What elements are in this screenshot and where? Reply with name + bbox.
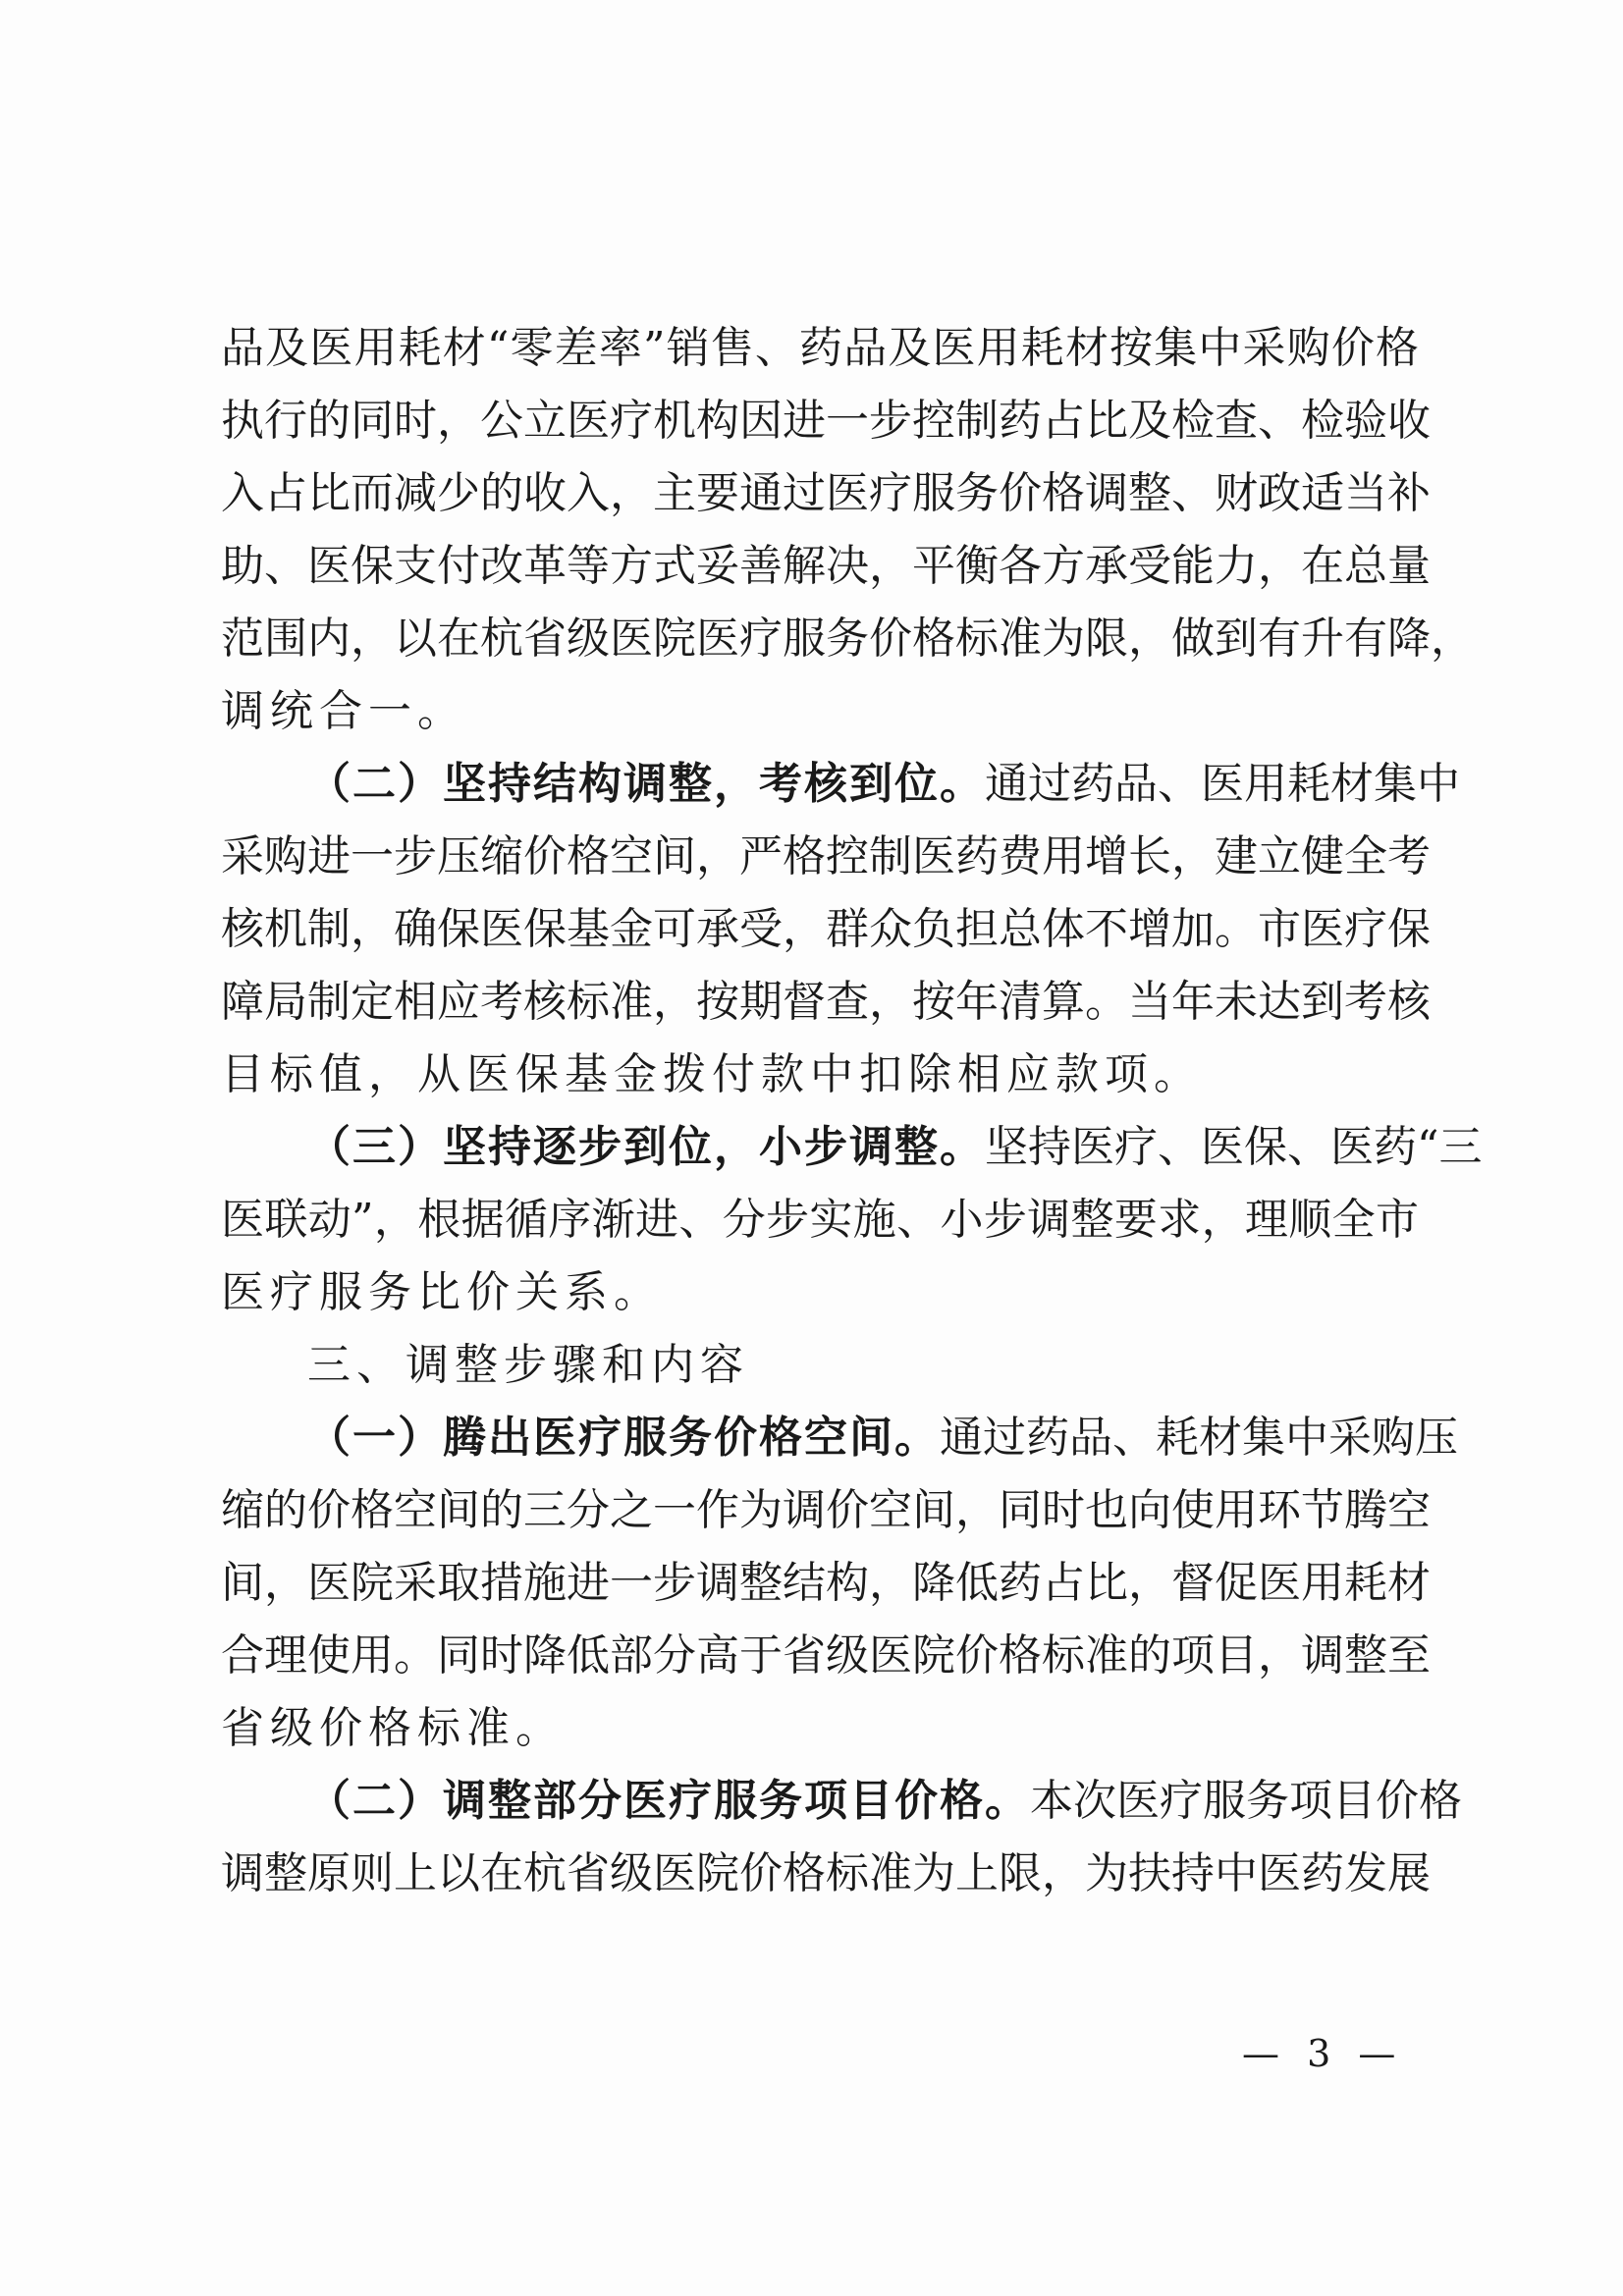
section-heading-line xyxy=(221,1402,1458,1474)
paragraph-text: 通过药品、耗材集中采购压 xyxy=(940,1413,1458,1463)
section-heading: （二）调整部分医疗服务项目价格。 xyxy=(307,1776,1030,1826)
paragraph-line: 采购进一步压缩价格空间，严格控制医药费用增长，建立健全考 xyxy=(221,831,1431,881)
section-heading: （三）坚持逐步到位，小步调整。 xyxy=(307,1122,985,1172)
paragraph-text: 通过药品、医用耗材集中 xyxy=(985,759,1460,809)
page-number: — 3 — xyxy=(1242,2032,1404,2075)
paragraph-text: 坚持医疗、医保、医药“三 xyxy=(985,1122,1483,1172)
paragraph-line: 目标值，从医保基金拨付款中扣除相应款项。 xyxy=(221,1049,1203,1099)
section-heading-line xyxy=(221,1765,1462,1838)
section-heading: （一）腾出医疗服务价格空间。 xyxy=(307,1413,940,1463)
paragraph-text: 本次医疗服务项目价格 xyxy=(1030,1776,1462,1826)
section-heading-line xyxy=(221,1111,1483,1184)
paragraph-line: 障局制定相应考核标准，按期督查，按年清算。当年未达到考核 xyxy=(221,977,1431,1027)
paragraph-line: 助、医保支付改革等方式妥善解决，平衡各方承受能力，在总量 xyxy=(221,541,1431,591)
section-heading-line xyxy=(221,748,1460,821)
paragraph-line: 医疗服务比价关系。 xyxy=(221,1267,663,1317)
section-heading: （二）坚持结构调整，考核到位。 xyxy=(307,759,985,809)
paragraph-line: 省级价格标准。 xyxy=(221,1703,565,1753)
paragraph-line: 缩的价格空间的三分之一作为调价空间，同时也向使用环节腾空 xyxy=(221,1485,1431,1535)
paragraph-line: 执行的同时，公立医疗机构因进一步控制药占比及检查、检验收 xyxy=(221,396,1431,446)
paragraph-line: 入占比而减少的收入，主要通过医疗服务价格调整、财政适当补 xyxy=(221,468,1431,518)
paragraph-line: 医联动”，根据循序渐进、分步实施、小步调整要求，理顺全市 xyxy=(221,1195,1419,1245)
paragraph-line: 品及医用耗材“零差率”销售、药品及医用耗材按集中采购价格 xyxy=(221,323,1419,373)
chapter-title: 三、调整步骤和内容 xyxy=(307,1340,749,1390)
paragraph-line: 调整原则上以在杭省级医院价格标准为上限，为扶持中医药发展 xyxy=(221,1848,1431,1898)
document-body xyxy=(221,312,1483,1910)
paragraph-line: 核机制，确保医保基金可承受，群众负担总体不增加。市医疗保 xyxy=(221,904,1431,954)
paragraph-line: 调统合一。 xyxy=(221,686,466,736)
paragraph-line: 范围内，以在杭省级医院医疗服务价格标准为限，做到有升有降， xyxy=(221,614,1474,664)
paragraph-line: 合理使用。同时降低部分高于省级医院价格标准的项目，调整至 xyxy=(221,1630,1431,1681)
paragraph-line: 间，医院采取措施进一步调整结构，降低药占比，督促医用耗材 xyxy=(221,1558,1431,1608)
